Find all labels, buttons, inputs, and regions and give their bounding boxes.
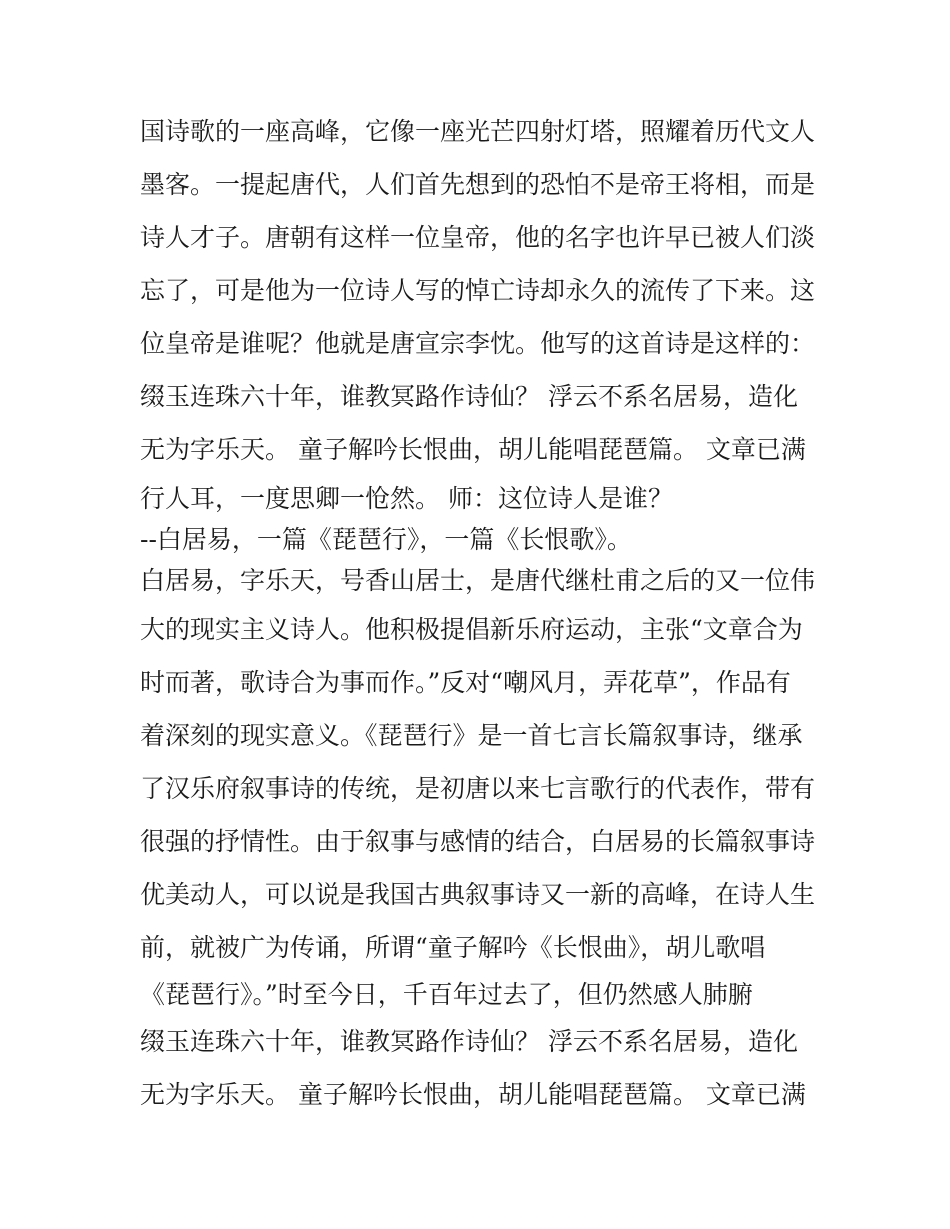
text-line: 无为字乐天。 童子解吟长恨曲，胡儿能唱琵琶篇。 文章已满 <box>140 1080 806 1109</box>
text-line: 着深刻的现实意义。《琵琶行》是一首七言长篇叙事诗，继承 <box>140 721 803 750</box>
text-line: 优美动人，可以说是我国古典叙事诗又一新的高峰，在诗人生 <box>140 880 816 909</box>
text-line: 时而著，歌诗合为事而作。”反对“嘲风月，弄花草”，作品有 <box>140 668 791 697</box>
text-line: 了汉乐府叙事诗的传统，是初唐以来七言歌行的代表作，带有 <box>140 774 816 803</box>
text-line: 很强的抒情性。由于叙事与感情的结合，白居易的长篇叙事诗 <box>140 827 816 856</box>
text-line: 前，就被广为传诵，所谓“童子解吟《长恨曲》，胡儿歌唱 <box>140 933 766 962</box>
text-line: 缀玉连珠六十年，谁教冥路作诗仙？ 浮云不系名居易，造化 <box>140 382 798 411</box>
text-line: 位皇帝是谁呢？他就是唐宣宗李忱。他写的这首诗是这样的： <box>140 329 816 358</box>
text-line: 行人耳，一度思卿一怆然。 师：这位诗人是谁？ <box>140 484 673 513</box>
text-line: 诗人才子。唐朝有这样一位皇帝，他的名字也许早已被人们淡 <box>140 223 816 252</box>
text-line: 白居易，字乐天，号香山居士，是唐代继杜甫之后的又一位伟 <box>140 566 816 595</box>
text-line: 忘了，可是他为一位诗人写的悼亡诗却永久的流传了下来。这 <box>140 276 816 305</box>
text-line: 大的现实主义诗人。他积极提倡新乐府运动，主张“文章合为 <box>140 615 803 644</box>
text-line: 缀玉连珠六十年，谁教冥路作诗仙？ 浮云不系名居易，造化 <box>140 1027 798 1056</box>
text-line: 无为字乐天。 童子解吟长恨曲，胡儿能唱琵琶篇。 文章已满 <box>140 435 806 464</box>
text-line: --白居易，一篇《琵琶行》，一篇《长恨歌》。 <box>140 525 632 554</box>
text-line: 《琵琶行》。”时至今日，千百年过去了，但仍然感人肺腑 <box>140 980 753 1009</box>
text-line: 墨客。一提起唐代，人们首先想到的恐怕不是帝王将相，而是 <box>140 170 816 199</box>
body-text <box>140 105 820 1121</box>
text-line: 国诗歌的一座高峰，它像一座光芒四射灯塔，照耀着历代文人 <box>140 117 816 146</box>
